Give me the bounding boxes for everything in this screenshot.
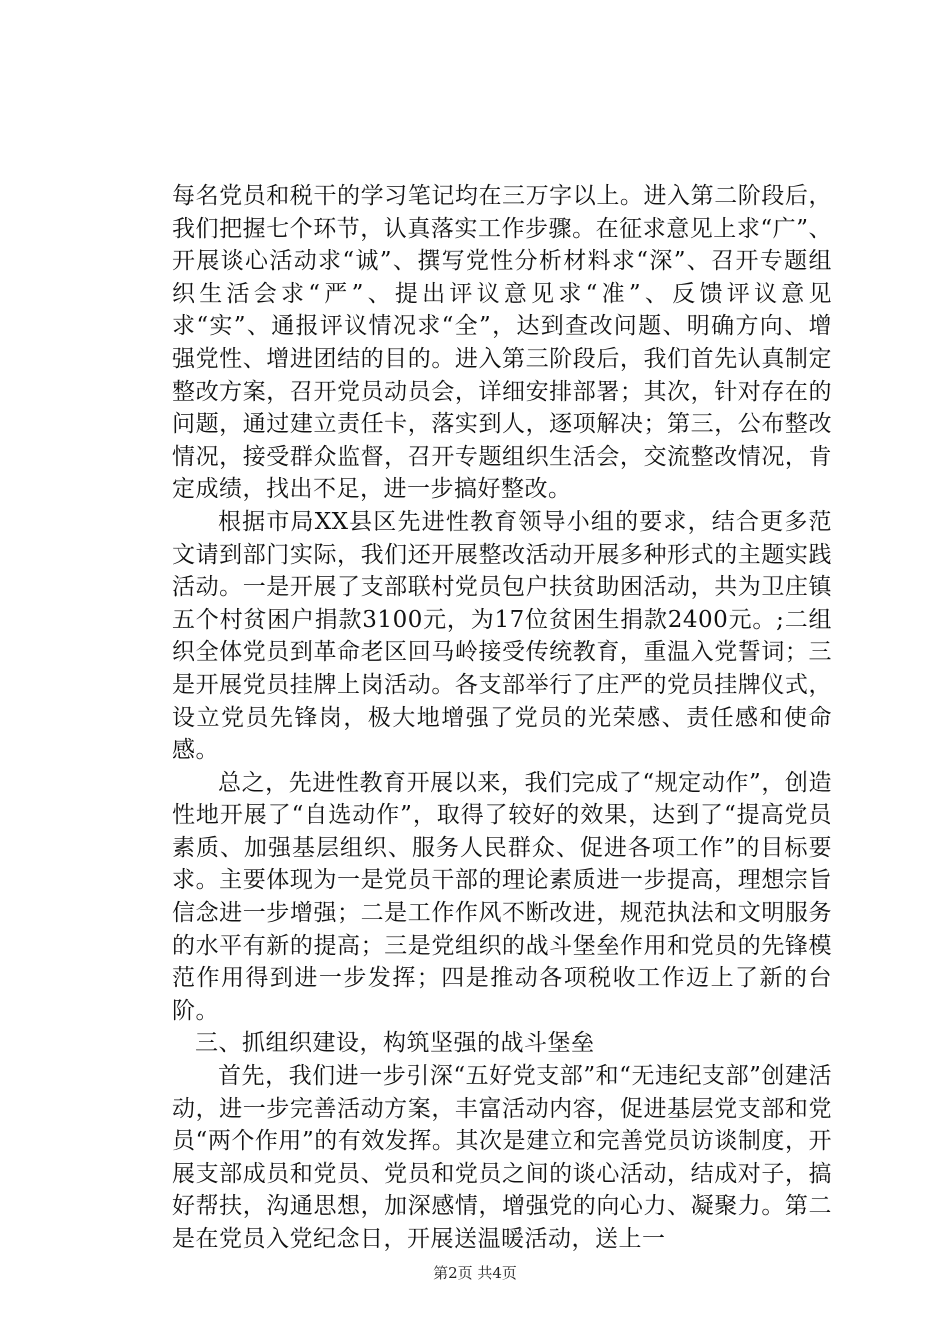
paragraph-continuation: 每名党员和税干的学习笔记均在三万字以上。进入第二阶段后，我们把握七个环节，认真落实工作步骤。在征求意见上求“广”、开展谈心活动求“诚”、撰写党性分析材料求“深”、召开专题组织生活会求“严”、提出评议意见求“准”、反馈评议意见求“实”、通报评议情况求“全”，达到查改问题、明确方向、增强党性、增进团结的目的。进入第三阶段后，我们首先认真制定整改方案，召开党员动员会，详细安排部署；其次，针对存在的问题，通过建立责任卡，落实到人，逐项解决；第三，公布整改情况，接受群众监督，召开专题组织生活会，交流整改情况，肯定成绩，找出不足，进一步搞好整改。 [172,183,832,503]
section-heading: 三、抓组织建设，构筑坚强的战斗堡垒 [195,1030,595,1057]
paragraph-summary: 总之，先进性教育开展以来，我们完成了“规定动作”，创造性地开展了“自选动作”，取得了较好的效果，达到了“提高党员素质、加强基层组织、服务人民群众、促进各项工作”的目标要求。主要体现为一是党员干部的理论素质进一步提高，理想宗旨信念进一步增强；二是工作作风不断改进，规范执法和文明服务的水平有新的提高；三是党组织的战斗堡垒作用和党员的先锋模范作用得到进一步发挥；四是推动各项税收工作迈上了新的台阶。 [172,769,832,1024]
paragraph-practice-activities: 根据市局XX县区先进性教育领导小组的要求，结合更多范文请到部门实际，我们还开展整改活动开展多种形式的主题实践活动。一是开展了支部联村党员包户扶贫助困活动，共为卫庄镇五个村贫困户捐款3100元，为17位贫困生捐款2400元。;二组织全体党员到革命老区回马岭接受传统教育，重温入党誓词；三是开展党员挂牌上岗活动。各支部举行了庄严的党员挂牌仪式，设立党员先锋岗，极大地增强了党员的光荣感、责任感和使命感。 [172,508,832,764]
document-body [172,180,832,1256]
paragraph-organization-building: 首先，我们进一步引深“五好党支部”和“无违纪支部”创建活动，进一步完善活动方案，丰富活动内容，促进基层党支部和党员“两个作用”的有效发挥。其次是建立和完善党员访谈制度，开展支部成员和党员、党员和党员之间的谈心活动，结成对子，搞好帮扶，沟通思想，加深感情，增强党的向心力、凝聚力。第二是在党员入党纪念日，开展送温暖活动，送上一 [172,1063,832,1252]
page-number-footer: 第2页 共4页 [433,1264,517,1282]
